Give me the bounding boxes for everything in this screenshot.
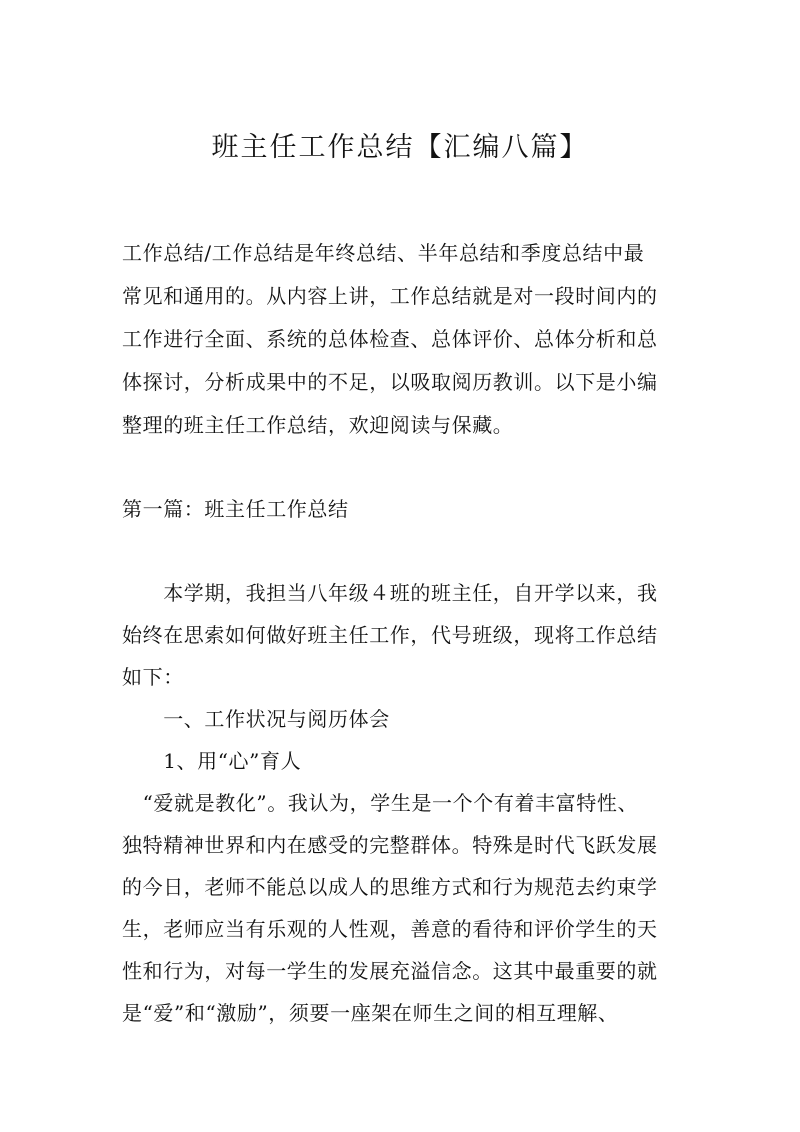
body-line: 是“爱”和“激励”，须要一座架在师生之间的相互理解、 (122, 1001, 619, 1025)
intro-line: 常见和通用的。从内容上讲，工作总结就是对一段时间内的 (122, 284, 658, 308)
document-title: 班主任工作总结【汇编八篇】 (211, 132, 589, 163)
section-heading: 第一篇：班主任工作总结 (122, 497, 349, 521)
subheading: 一、工作状况与阅历体会 (122, 707, 390, 731)
body-line: 性和行为，对每一学生的发展充溢信念。这其中最重要的就 (122, 959, 658, 983)
body-line: 的今日，老师不能总以成人的思维方式和行为规范去约束学 (122, 875, 658, 899)
body-line: 独特精神世界和内在感受的完整群体。特殊是时代飞跃发展 (122, 833, 658, 857)
body-line: 始终在思索如何做好班主任工作，代号班级，现将工作总结 (122, 623, 658, 647)
intro-line: 整理的班主任工作总结，欢迎阅读与保藏。 (122, 413, 514, 437)
intro-line: 工作总结/工作总结是年终总结、半年总结和季度总结中最 (122, 241, 645, 265)
subheading: 1、用“心”育人 (122, 749, 302, 773)
body-line: 本学期，我担当八年级４班的班主任，自开学以来，我 (122, 581, 658, 605)
intro-line: 工作进行全面、系统的总体检查、总体评价、总体分析和总 (122, 327, 658, 351)
body-line: “爱就是教化”。我认为，学生是一个个有着丰富特性、 (122, 791, 639, 815)
intro-line: 体探讨，分析成果中的不足，以吸取阅历教训。以下是小编 (122, 370, 658, 394)
body-line: 如下： (122, 665, 184, 689)
body-line: 生，老师应当有乐观的人性观，善意的看待和评价学生的天 (122, 917, 658, 941)
